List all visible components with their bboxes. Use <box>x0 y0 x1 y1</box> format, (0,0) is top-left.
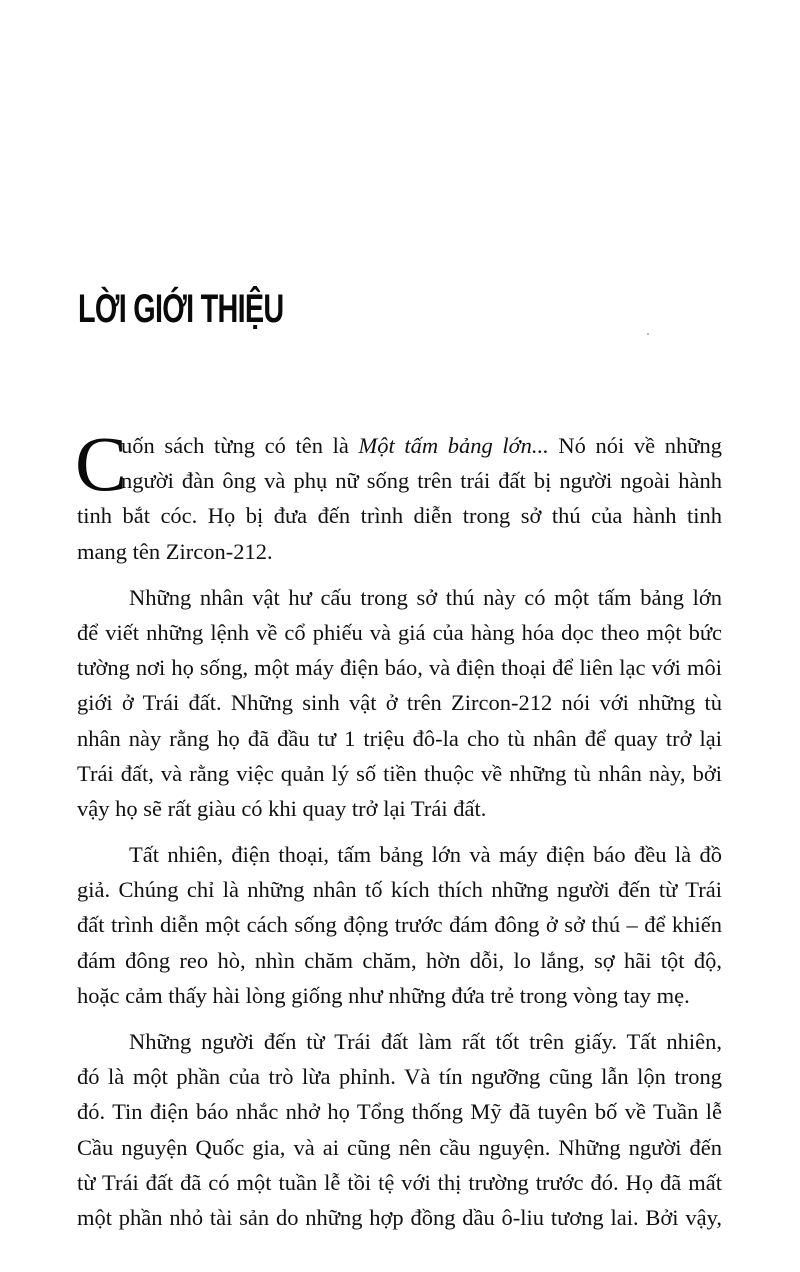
paragraph-2 <box>77 580 722 826</box>
text-line: để viết những lệnh về cổ phiếu và giá của hàng hóa dọc theo một bức <box>77 619 722 645</box>
text-line: giả. Chúng chỉ là những nhân tố kích thích những người đến từ Trái <box>77 877 722 903</box>
book-title-italic: Một tấm bảng lớn... <box>358 433 549 458</box>
text-line: từ Trái đất đã có một tuần lễ tồi tệ với thị trường trước đó. Họ đã mất <box>77 1169 722 1195</box>
paragraph-gap <box>77 569 722 580</box>
text-line: người đàn ông và phụ nữ sống trên trái đất bị người ngoài hành <box>121 468 722 494</box>
text-line: tinh bắt cóc. Họ bị đưa đến trình diễn trong sở thú của hành tinh <box>77 503 722 529</box>
text-line: tường nơi họ sống, một máy điện báo, và điện thoại để liên lạc với môi <box>77 655 722 681</box>
paragraph-4 <box>77 1024 722 1235</box>
text-line: đất trình diễn một cách sống động trước đám đông ở sở thú – để khiến <box>77 912 722 938</box>
text-line: Những nhân vật hư cấu trong sở thú này có một tấm bảng lớn <box>129 584 722 610</box>
text-span: Nó nói về những <box>548 433 722 458</box>
text-span: uốn sách từng có tên là <box>121 433 359 458</box>
text-line: hoặc cảm thấy hài lòng giống như những đứa trẻ trong vòng tay mẹ. <box>77 982 690 1008</box>
scan-speck <box>647 333 649 335</box>
text-line: Tất nhiên, điện thoại, tấm bảng lớn và máy điện báo đều là đồ <box>129 842 722 868</box>
text-line <box>77 428 722 463</box>
paragraph-3 <box>77 837 722 1013</box>
text-line: đó. Tin điện báo nhắc nhở họ Tổng thống Mỹ đã tuyên bố về Tuần lễ <box>77 1099 722 1125</box>
text-line: giới ở Trái đất. Những sinh vật ở trên Zircon-212 nói với những tù <box>77 690 722 716</box>
text-line: vậy họ sẽ rất giàu có khi quay trở lại Trái đất. <box>77 795 487 821</box>
text-line: một phần nhỏ tài sản do những hợp đồng dầu ô-liu tương lai. Bởi vậy, <box>77 1204 722 1230</box>
text-line: Những người đến từ Trái đất làm rất tốt trên giấy. Tất nhiên, <box>129 1029 722 1054</box>
text-line: đó là một phần của trò lừa phỉnh. Và tín ngưỡng cũng lẫn lộn trong <box>77 1064 722 1090</box>
drop-cap: C <box>75 420 128 507</box>
text-line: Cầu nguyện Quốc gia, và ai cũng nên cầu nguyện. Những người đến <box>77 1134 722 1160</box>
paragraph-gap <box>77 1013 722 1024</box>
paragraph-gap <box>77 826 722 837</box>
chapter-title: LỜI GIỚI THIỆU <box>78 287 284 331</box>
paragraph-1 <box>75 420 722 569</box>
text-line: nhân này rằng họ đã đầu tư 1 triệu đô-la cho tù nhân để quay trở lại <box>77 725 722 751</box>
chapter-body <box>75 420 722 1235</box>
text-line: đám đông reo hò, nhìn chăm chăm, hờn dỗi, lo lắng, sợ hãi tột độ, <box>77 947 722 973</box>
text-line: Trái đất, và rằng việc quản lý số tiền thuộc về những tù nhân này, bởi <box>77 760 722 786</box>
text-line: mang tên Zircon-212. <box>77 538 273 564</box>
